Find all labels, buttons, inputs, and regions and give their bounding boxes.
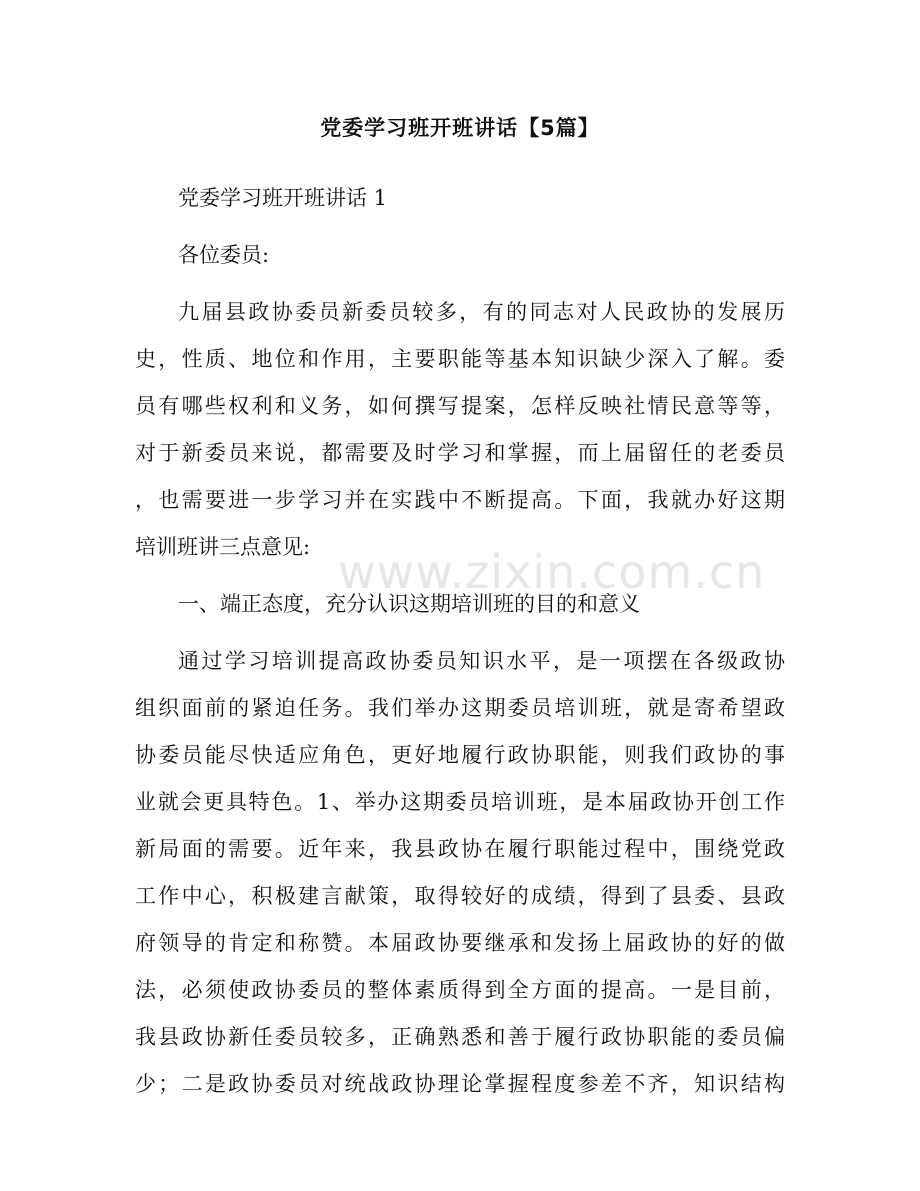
paragraph-line: 新局面的需要。近年来，我县政协在履行职能过程中，围绕党政 [135,837,785,861]
paragraph-line: 业就会更具特色。1、举办这期委员培训班，是本届政协开创工作 [135,790,785,814]
subtitle: 党委学习班开班讲话 1 [178,186,388,210]
paragraph-line: 组织面前的紧迫任务。我们举办这期委员培训班，就是寄希望政 [135,696,785,720]
paragraph-line: 少；二是政协委员对统战政协理论掌握程度参差不齐，知识结构 [135,1072,785,1096]
paragraph-line: 史，性质、地位和作用，主要职能等基本知识缺少深入了解。委 [135,347,785,371]
paragraph-line: ，也需要进一步学习并在实践中不断提高。下面，我就办好这期 [135,488,785,512]
watermark: www.zixin.com.cn [338,545,766,599]
paragraph-line: 员有哪些权利和义务，如何撰写提案，怎样反映社情民意等等， [135,394,785,418]
paragraph-line: 协委员能尽快适应角色，更好地履行政协职能，则我们政协的事 [135,743,785,767]
section-heading-1: 一、端正态度，充分认识这期培训班的目的和意义 [178,592,640,616]
paragraph-line: 九届县政协委员新委员较多，有的同志对人民政协的发展历 [178,300,785,324]
salutation: 各位委员: [178,243,270,267]
paragraph-line: 工作中心，积极建言献策，取得较好的成绩，得到了县委、县政 [135,884,785,908]
paragraph-line: 我县政协新任委员较多，正确熟悉和善于履行政协职能的委员偏 [135,1025,785,1049]
paragraph-line: 通过学习培训提高政协委员知识水平，是一项摆在各级政协 [178,649,785,673]
paragraph-line: 法，必须使政协委员的整体素质得到全方面的提高。一是目前， [135,978,785,1002]
paragraph-line: 培训班讲三点意见: [135,535,311,559]
paragraph-line: 对于新委员来说，都需要及时学习和掌握，而上届留任的老委员 [135,441,785,465]
paragraph-line: 府领导的肯定和称赞。本届政协要继承和发扬上届政协的好的做 [135,931,785,955]
document-title: 党委学习班开班讲话【5篇】 [320,116,600,140]
